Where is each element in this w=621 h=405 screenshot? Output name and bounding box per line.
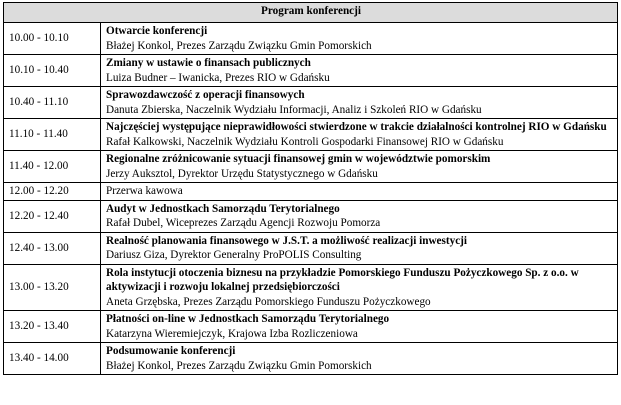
session-speaker: Rafał Kalkowski, Naczelnik Wydziału Kontroli Gospodarki Finansowej RIO w Gdańsku xyxy=(106,135,504,148)
session-speaker: Katarzyna Wieremiejczyk, Krajowa Izba Rozliczeniowa xyxy=(106,327,358,340)
session-title: Otwarcie konferencji xyxy=(106,25,208,37)
table-title: Program konferencji xyxy=(4,3,618,23)
session-cell xyxy=(101,87,618,119)
session-title: Najczęściej występujące nieprawidłowości stwierdzone w trakcie działalności kontrolnej RIO w Gdańsku xyxy=(106,121,607,133)
session-cell xyxy=(101,151,618,183)
session-cell xyxy=(101,55,618,87)
time-cell: 11.10 - 11.40 xyxy=(4,119,101,151)
session-speaker: Luiza Budner – Iwanicka, Prezes RIO w Gdańsku xyxy=(106,71,330,84)
session-cell xyxy=(101,119,618,151)
table-header-row xyxy=(4,3,618,23)
time-cell: 10.10 - 10.40 xyxy=(4,55,101,87)
session-title: Podsumowanie konferencji xyxy=(106,345,236,357)
time-cell: 12.40 - 13.00 xyxy=(4,232,101,264)
session-speaker: Błażej Konkol, Prezes Zarządu Związku Gmin Pomorskich xyxy=(106,39,372,52)
session-title: Sprawozdawczość z operacji finansowych xyxy=(106,89,305,101)
time-cell: 12.00 - 12.20 xyxy=(4,183,101,201)
table-row xyxy=(4,232,618,264)
table-row xyxy=(4,311,618,343)
program-rows xyxy=(4,23,618,375)
session-speaker: Aneta Grzębska, Prezes Zarządu Pomorskiego Funduszu Pożyczkowego xyxy=(106,295,431,308)
session-title: Zmiany w ustawie o finansach publicznych xyxy=(106,57,311,69)
session-speaker: Rafał Dubel, Wiceprezes Zarządu Agencji Rozwoju Pomorza xyxy=(106,217,381,229)
session-title: Audyt w Jednostkach Samorządu Terytorialnego xyxy=(106,202,340,215)
session-speaker: Błażej Konkol, Prezes Zarządu Związku Gmin Pomorskich xyxy=(106,359,372,372)
table-row xyxy=(4,183,618,201)
time-cell: 13.00 - 13.20 xyxy=(4,264,101,311)
session-title: Rola instytucji otoczenia biznesu na przykładzie Pomorskiego Funduszu Pożyczkowego Sp. z o.o. w aktywizacji i rozwoju lokalnej przedsiębiorczości xyxy=(106,266,579,293)
program-table-wrapper xyxy=(3,2,617,375)
table-row xyxy=(4,23,618,55)
time-cell: 10.40 - 11.10 xyxy=(4,87,101,119)
session-title: Regionalne zróżnicowanie sytuacji finansowej gmin w województwie pomorskim xyxy=(106,153,491,165)
session-cell xyxy=(101,232,618,264)
table-row xyxy=(4,151,618,183)
session-speaker: Danuta Zbierska, Naczelnik Wydziału Informacji, Analiz i Szkoleń RIO w Gdańsku xyxy=(106,103,482,116)
break-label: Przerwa kawowa xyxy=(106,185,183,197)
table-row xyxy=(4,55,618,87)
time-cell: 13.20 - 13.40 xyxy=(4,311,101,343)
table-row xyxy=(4,200,618,232)
session-cell xyxy=(101,200,618,232)
table-row xyxy=(4,343,618,375)
program-table xyxy=(3,2,618,375)
time-cell: 10.00 - 10.10 xyxy=(4,23,101,55)
session-cell xyxy=(101,343,618,375)
time-cell: 13.40 - 14.00 xyxy=(4,343,101,375)
session-speaker: Dariusz Giza, Dyrektor Generalny ProPOLIS Consulting xyxy=(106,249,362,261)
time-cell: 11.40 - 12.00 xyxy=(4,151,101,183)
session-cell xyxy=(101,264,618,311)
table-row xyxy=(4,119,618,151)
table-row xyxy=(4,87,618,119)
session-cell xyxy=(101,183,618,201)
time-cell: 12.20 - 12.40 xyxy=(4,200,101,232)
table-row xyxy=(4,264,618,311)
session-title: Realność planowania finansowego w J.S.T. a możliwość realizacji inwestycji xyxy=(106,234,467,247)
session-cell xyxy=(101,311,618,343)
session-speaker: Jerzy Auksztol, Dyrektor Urzędu Statystycznego w Gdańsku xyxy=(106,167,378,180)
session-cell xyxy=(101,23,618,55)
session-title: Płatności on-line w Jednostkach Samorządu Terytorialnego xyxy=(106,313,390,325)
